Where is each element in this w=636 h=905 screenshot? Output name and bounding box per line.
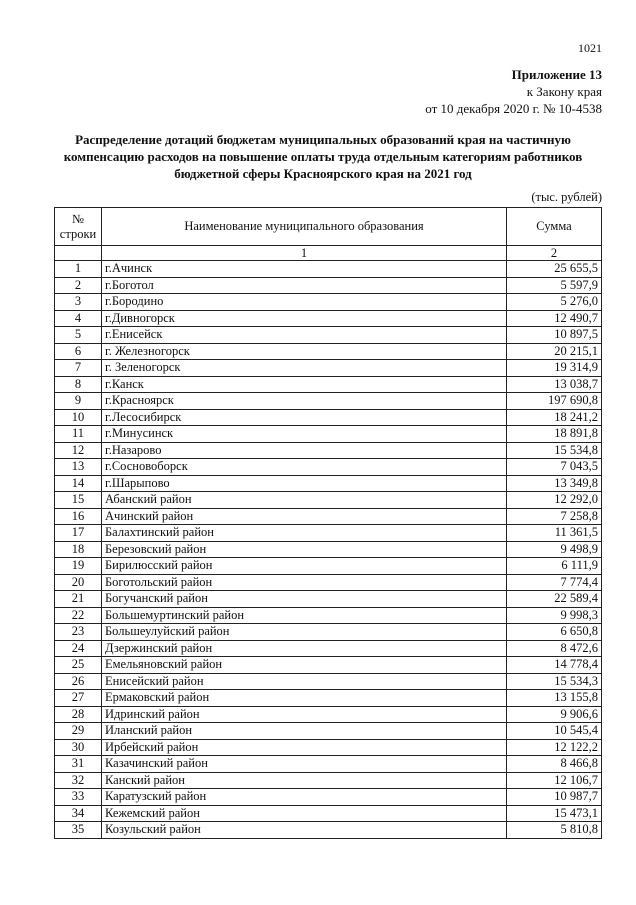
amount-cell: 13 038,7: [507, 376, 602, 393]
appendix-law-date: от 10 декабря 2020 г. № 10-4538: [425, 101, 602, 116]
municipality-name-cell: г.Боготол: [102, 277, 507, 294]
table-row: [55, 607, 602, 624]
municipality-name-cell: Каратузский район: [102, 789, 507, 806]
municipality-name-cell: Кежемский район: [102, 805, 507, 822]
table-row: [55, 508, 602, 525]
table-header-row: [55, 208, 602, 246]
table-row: [55, 690, 602, 707]
header-municipality-name: Наименование муниципального образования: [102, 208, 507, 246]
amount-cell: 22 589,4: [507, 591, 602, 608]
municipality-name-cell: г. Зеленогорск: [102, 360, 507, 377]
amount-cell: 10 897,5: [507, 327, 602, 344]
row-number-cell: 2: [55, 277, 102, 294]
row-number-cell: 30: [55, 739, 102, 756]
amount-cell: 18 241,2: [507, 409, 602, 426]
table-row: [55, 558, 602, 575]
table-row: [55, 574, 602, 591]
row-number-cell: 13: [55, 459, 102, 476]
amount-cell: 12 490,7: [507, 310, 602, 327]
table-row: [55, 376, 602, 393]
amount-cell: 5 810,8: [507, 822, 602, 839]
amount-cell: 7 774,4: [507, 574, 602, 591]
municipality-name-cell: Богучанский район: [102, 591, 507, 608]
municipality-name-cell: Дзержинский район: [102, 640, 507, 657]
amount-cell: 8 466,8: [507, 756, 602, 773]
table-row: [55, 393, 602, 410]
row-number-cell: 6: [55, 343, 102, 360]
amount-cell: 6 111,9: [507, 558, 602, 575]
table-row: [55, 442, 602, 459]
appendix-law-ref: к Закону края: [526, 84, 602, 99]
municipality-name-cell: Ермаковский район: [102, 690, 507, 707]
row-number-cell: 15: [55, 492, 102, 509]
amount-cell: 19 314,9: [507, 360, 602, 377]
amount-cell: 11 361,5: [507, 525, 602, 542]
municipality-name-cell: Боготольский район: [102, 574, 507, 591]
table-row: [55, 294, 602, 311]
municipality-name-cell: Большеулуйский район: [102, 624, 507, 641]
municipality-name-cell: Енисейский район: [102, 673, 507, 690]
row-number-cell: 21: [55, 591, 102, 608]
amount-cell: 12 122,2: [507, 739, 602, 756]
row-number-cell: 26: [55, 673, 102, 690]
row-number-cell: 1: [55, 261, 102, 278]
amount-cell: 12 106,7: [507, 772, 602, 789]
table-row: [55, 277, 602, 294]
municipality-name-cell: г.Лесосибирск: [102, 409, 507, 426]
table-row: [55, 640, 602, 657]
row-number-cell: 27: [55, 690, 102, 707]
table-row: [55, 409, 602, 426]
amount-cell: 13 155,8: [507, 690, 602, 707]
table-row: [55, 591, 602, 608]
amount-cell: 9 906,6: [507, 706, 602, 723]
table-row: [55, 541, 602, 558]
row-number-cell: 17: [55, 525, 102, 542]
municipality-name-cell: г. Железногорск: [102, 343, 507, 360]
amount-cell: 15 473,1: [507, 805, 602, 822]
amount-cell: 18 891,8: [507, 426, 602, 443]
municipality-name-cell: Абанский район: [102, 492, 507, 509]
municipality-name-cell: г.Канск: [102, 376, 507, 393]
municipality-name-cell: Емельяновский район: [102, 657, 507, 674]
row-number-cell: 20: [55, 574, 102, 591]
row-number-cell: 35: [55, 822, 102, 839]
table-body: [55, 261, 602, 839]
row-number-cell: 12: [55, 442, 102, 459]
amount-cell: 12 292,0: [507, 492, 602, 509]
row-number-cell: 16: [55, 508, 102, 525]
amount-cell: 9 998,3: [507, 607, 602, 624]
municipality-name-cell: Казачинский район: [102, 756, 507, 773]
header-num-label: строки: [59, 226, 97, 241]
distribution-table: [54, 207, 602, 839]
table-row: [55, 459, 602, 476]
amount-cell: 7 258,8: [507, 508, 602, 525]
table-row: [55, 723, 602, 740]
table-row: [55, 756, 602, 773]
table-row: [55, 805, 602, 822]
index-cell: [55, 246, 102, 261]
municipality-name-cell: Балахтинский район: [102, 525, 507, 542]
index-cell: 2: [507, 246, 602, 261]
municipality-name-cell: Бирилюсский район: [102, 558, 507, 575]
table-row: [55, 492, 602, 509]
row-number-cell: 23: [55, 624, 102, 641]
municipality-name-cell: Большемуртинский район: [102, 607, 507, 624]
row-number-cell: 14: [55, 475, 102, 492]
table-row: [55, 673, 602, 690]
municipality-name-cell: Ирбейский район: [102, 739, 507, 756]
header-num-symbol: №: [72, 211, 84, 226]
municipality-name-cell: г.Минусинск: [102, 426, 507, 443]
row-number-cell: 34: [55, 805, 102, 822]
row-number-cell: 4: [55, 310, 102, 327]
table-row: [55, 343, 602, 360]
amount-cell: 15 534,8: [507, 442, 602, 459]
appendix-header: [425, 66, 602, 117]
amount-cell: 20 215,1: [507, 343, 602, 360]
header-row-number: [55, 208, 102, 246]
row-number-cell: 25: [55, 657, 102, 674]
amount-cell: 10 545,4: [507, 723, 602, 740]
row-number-cell: 9: [55, 393, 102, 410]
table-row: [55, 789, 602, 806]
units-label: (тыс. рублей): [531, 190, 602, 204]
page-number: 1021: [578, 41, 602, 55]
amount-cell: 9 498,9: [507, 541, 602, 558]
municipality-name-cell: г.Дивногорск: [102, 310, 507, 327]
table-row: [55, 739, 602, 756]
table-row: [55, 822, 602, 839]
amount-cell: 6 650,8: [507, 624, 602, 641]
header-amount: Сумма: [507, 208, 602, 246]
municipality-name-cell: Канский район: [102, 772, 507, 789]
table-index-row: [55, 246, 602, 261]
row-number-cell: 28: [55, 706, 102, 723]
row-number-cell: 22: [55, 607, 102, 624]
table-row: [55, 261, 602, 278]
municipality-name-cell: г.Назарово: [102, 442, 507, 459]
row-number-cell: 33: [55, 789, 102, 806]
municipality-name-cell: Ачинский район: [102, 508, 507, 525]
row-number-cell: 18: [55, 541, 102, 558]
table-row: [55, 426, 602, 443]
amount-cell: 25 655,5: [507, 261, 602, 278]
table-row: [55, 706, 602, 723]
row-number-cell: 32: [55, 772, 102, 789]
municipality-name-cell: Березовский район: [102, 541, 507, 558]
municipality-name-cell: Козульский район: [102, 822, 507, 839]
municipality-name-cell: г.Сосновоборск: [102, 459, 507, 476]
municipality-name-cell: г.Шарыпово: [102, 475, 507, 492]
table-row: [55, 327, 602, 344]
row-number-cell: 29: [55, 723, 102, 740]
row-number-cell: 10: [55, 409, 102, 426]
municipality-name-cell: Идринский район: [102, 706, 507, 723]
table-row: [55, 657, 602, 674]
row-number-cell: 24: [55, 640, 102, 657]
row-number-cell: 11: [55, 426, 102, 443]
row-number-cell: 8: [55, 376, 102, 393]
amount-cell: 8 472,6: [507, 640, 602, 657]
row-number-cell: 5: [55, 327, 102, 344]
row-number-cell: 31: [55, 756, 102, 773]
row-number-cell: 3: [55, 294, 102, 311]
municipality-name-cell: г.Ачинск: [102, 261, 507, 278]
amount-cell: 15 534,3: [507, 673, 602, 690]
appendix-title: Приложение 13: [511, 67, 602, 82]
municipality-name-cell: Иланский район: [102, 723, 507, 740]
municipality-name-cell: г.Бородино: [102, 294, 507, 311]
municipality-name-cell: г.Енисейск: [102, 327, 507, 344]
table-row: [55, 360, 602, 377]
amount-cell: 13 349,8: [507, 475, 602, 492]
table-row: [55, 525, 602, 542]
amount-cell: 5 276,0: [507, 294, 602, 311]
amount-cell: 197 690,8: [507, 393, 602, 410]
row-number-cell: 19: [55, 558, 102, 575]
municipality-name-cell: г.Красноярск: [102, 393, 507, 410]
table-row: [55, 772, 602, 789]
table-row: [55, 624, 602, 641]
amount-cell: 5 597,9: [507, 277, 602, 294]
table-row: [55, 310, 602, 327]
document-title: Распределение дотаций бюджетам муниципальных образований края на частичную компенсацию расходов на повышение оплаты труда отдельным категориям работников бюджетной сферы Красноярского края на 2021 год: [63, 132, 583, 181]
row-number-cell: 7: [55, 360, 102, 377]
index-cell: 1: [102, 246, 507, 261]
amount-cell: 14 778,4: [507, 657, 602, 674]
table-row: [55, 475, 602, 492]
amount-cell: 10 987,7: [507, 789, 602, 806]
amount-cell: 7 043,5: [507, 459, 602, 476]
